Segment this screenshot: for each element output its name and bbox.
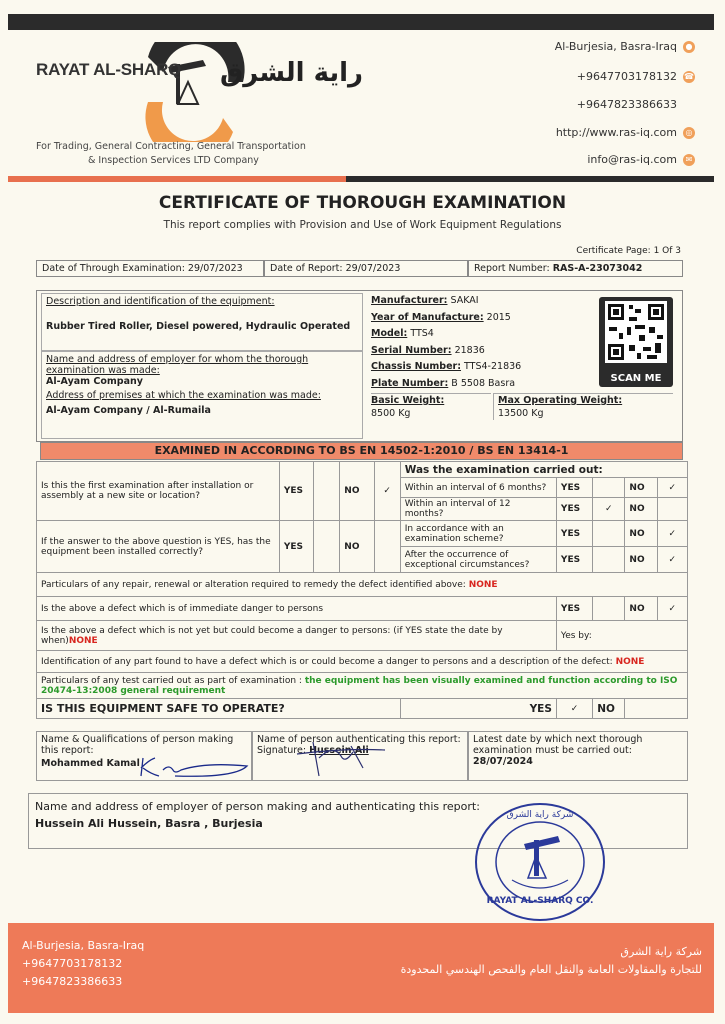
location-icon: ● [683,41,695,53]
q1-no-check[interactable]: ✓ [374,462,400,521]
test-row [37,673,688,699]
footer-arabic [401,943,702,979]
exam-scheme: In accordance with an examination scheme? [400,521,556,547]
manufacturer-value: SAKAI [450,295,479,306]
test-value: the equipment has been visually examined and function according to ISO 20474-13:2008 general requirement [41,675,678,696]
serial-value: 21836 [454,344,485,356]
q1-no[interactable]: NO [340,462,374,521]
footer-address: Al-Burjesia, Basra-Iraq [22,939,145,952]
model-row [371,326,521,343]
employer-person-label: Name and address of employer of person making and authenticating this report: [35,800,480,813]
q1-yes[interactable]: YES [279,462,313,521]
safe-yes[interactable]: YES [400,699,556,719]
tagline-line-1: For Trading, General Contracting, General Transportation [36,141,306,152]
q2-yes[interactable]: YES [279,521,313,573]
exam-date: Date of Through Examination: 29/07/2023 [36,260,264,277]
company-stamp [472,800,608,925]
contact-phone2 [577,98,695,111]
top-bar [8,14,714,30]
danger-yes[interactable]: YES [556,597,592,621]
footer-ar-name: شركة راية الشرق [620,945,702,958]
plate-row [371,376,521,393]
max-weight [493,393,673,420]
chassis-label: Chassis Number: [371,361,462,372]
stamp-text: RAYAT AL-SHARQ CO. [486,896,594,906]
tagline [36,140,306,168]
safe-label: IS THIS EQUIPMENT SAFE TO OPERATE? [37,699,401,719]
qr-pattern-icon [599,297,673,369]
footer [8,923,714,1013]
employer-box [41,351,363,439]
report-number [468,260,683,277]
year-row [371,310,521,327]
equipment-block [36,290,683,442]
report-date: Date of Report: 29/07/2023 [264,260,468,277]
examination-table [36,461,688,719]
description-label: Description and identification of the equipment: [46,296,275,307]
max-weight-value: 13500 Kg [498,408,544,419]
report-number-value: RAS-A-23073042 [552,263,643,274]
q-first-exam: Is this the first examination after installation or assembly at a new site or location? [37,462,280,521]
company-logo [28,42,328,142]
scheme-no[interactable]: NO [625,521,657,547]
description-value: Rubber Tired Roller, Diesel powered, Hydraulic Operated [46,321,351,332]
except-yes[interactable]: YES [556,547,592,573]
employer-person-value: Hussein Ali Hussein, Basra , Burjesia [35,817,263,830]
address-text: Al-Burjesia, Basra-Iraq [554,40,677,53]
email-link[interactable]: info@ras-iq.com [587,153,677,166]
basic-weight [371,393,491,419]
future-danger-row [37,621,557,651]
manufacturer-row [371,293,521,310]
specs-list [371,293,521,392]
website-link[interactable]: http://www.ras-iq.com [555,126,677,139]
future-danger-value: NONE [68,635,98,646]
standard-banner: EXAMINED IN ACCORDING TO BS EN 14502-1:2010 / BS EN 13414-1 [40,442,683,460]
danger-no[interactable]: NO [625,597,657,621]
report-maker-label: Name & Qualifications of person making this report: [41,734,234,756]
i6-no-check[interactable]: ✓ [657,478,687,498]
chassis-value: TTS4-21836 [464,361,522,372]
certificate-subtitle: This report complies with Provision and Use of Work Equipment Regulations [163,219,562,231]
q1-yes-check[interactable] [314,462,340,521]
chassis-row [371,359,521,376]
footer-ar-desc: للتجارة والمقاولات العامة والنقل العام والفحص الهندسي المحدودة [400,963,702,976]
footer-phone2: +9647823386633 [22,975,123,988]
mail-icon: ✉ [683,154,695,166]
danger-yes-check[interactable] [593,597,625,621]
authenticator-box [252,731,468,781]
i6-yes-check[interactable] [593,478,625,498]
basic-weight-value: 8500 Kg [371,408,411,419]
year-value: 2015 [486,311,511,323]
i12-no[interactable]: NO [625,498,657,521]
serial-row [371,343,521,360]
q-installed-correctly: If the answer to the above question is YES, has the equipment been installed correctly? [37,521,280,573]
q2-no-check[interactable] [374,521,400,573]
plate-label: Plate Number: [371,377,449,389]
contact-email[interactable] [587,153,695,166]
except-no[interactable]: NO [625,547,657,573]
i12-yes-check[interactable]: ✓ [593,498,625,521]
employer-value: Al-Ayam Company [46,376,143,387]
footer-phone1: +9647703178132 [22,957,123,970]
scheme-no-check[interactable]: ✓ [657,521,687,547]
i12-no-check[interactable] [657,498,687,521]
header-stripe-dark [346,176,714,182]
scheme-yes[interactable]: YES [556,521,592,547]
employer-label: Name and address of employer for whom the thorough examination was made: [46,354,309,376]
qr-code[interactable] [599,297,673,387]
phone-icon: ☎ [684,72,694,81]
plate-value: B 5508 Basra [451,377,516,389]
premises-value: Al-Ayam Company / Al-Rumaila [46,405,211,416]
carried-out-header: Was the examination carried out: [400,462,687,478]
description-box [41,293,363,351]
identification-value: NONE [615,656,645,667]
contact-address [555,40,695,53]
signature-kamal-icon [135,752,255,780]
header-stripe-orange [8,176,346,182]
logo-text-ar: راية الشرق [220,58,364,88]
date-row [36,260,683,277]
signature-label: Signature: [257,745,307,756]
next-exam-box [468,731,688,781]
identification-label: Identification of any part found to have a defect which is or could become a danger to persons and a description of the defect: [41,656,613,667]
next-exam-value: 28/07/2024 [473,756,533,767]
phone2-text: +9647823386633 [576,98,677,111]
serial-label: Serial Number: [371,344,452,356]
safe-no-check[interactable] [625,699,688,719]
interval-12: Within an interval of 12 months? [400,498,556,521]
certificate-page: Certificate Page: 1 Of 3 [576,246,681,256]
scheme-yes-check[interactable] [593,521,625,547]
safe-yes-check[interactable]: ✓ [556,699,592,719]
i12-yes[interactable]: YES [556,498,592,521]
year-label: Year of Manufacture: [371,311,484,323]
future-danger-label: Is the above a defect which is not yet but could become a danger to persons: (if YES state the date by when) [41,625,503,646]
scan-me-label: SCAN ME [610,373,662,384]
globe-icon: ◎ [683,127,695,139]
test-label: Particulars of any test carried out as part of examination : [41,675,302,686]
report-number-label: Report Number: [474,263,553,274]
repair-label: Particulars of any repair, renewal or alteration required to remedy the defect identified above: [41,579,466,590]
contact-website[interactable] [556,126,695,139]
repair-value: NONE [468,579,498,590]
q2-yes-check[interactable] [314,521,340,573]
interval-6: Within an interval of 6 months? [400,478,556,498]
basic-weight-label: Basic Weight: [371,395,445,406]
authenticator-label: Name of person authenticating this report: [257,734,461,745]
manufacturer-label: Manufacturer: [371,295,448,306]
i6-yes[interactable]: YES [556,478,592,498]
report-maker-value: Mohammed Kamal [41,758,140,769]
report-maker-box [36,731,252,781]
phone1-text: +9647703178132 [576,70,677,83]
signature-block [36,731,688,781]
stamp-text-ar: شركة راية الشرق [506,810,574,820]
footer-contact [22,937,144,991]
safe-no[interactable]: NO [593,699,625,719]
model-value: TTS4 [410,328,434,339]
i6-no[interactable]: NO [625,478,657,498]
contact-phone1 [577,70,695,83]
except-yes-check[interactable] [593,547,625,573]
exceptional-circumstances: After the occurrence of exceptional circumstances? [400,547,556,573]
except-no-check[interactable]: ✓ [657,547,687,573]
danger-no-check[interactable]: ✓ [657,597,687,621]
max-weight-label: Max Operating Weight: [498,395,623,406]
next-exam-label: Latest date by which next thorough examination must be carried out: [473,734,643,756]
authenticator-value: Hussein Ali [309,745,369,756]
signature-hussein-icon [293,738,393,780]
yes-by: Yes by: [556,621,687,651]
repair-row [37,573,688,597]
premises-label: Address of premises at which the examination was made: [46,390,321,401]
model-label: Model: [371,328,408,339]
certificate-title: CERTIFICATE OF THOROUGH EXAMINATION [158,193,567,213]
blank-icon [683,99,695,111]
q2-no[interactable]: NO [340,521,374,573]
identification-row [37,651,688,673]
tagline-line-2: & Inspection Services LTD Company [88,155,259,166]
logo-text-en: RAYAT AL-SHARQ [36,60,182,79]
danger-label: Is the above a defect which is of immediate danger to persons [37,597,557,621]
